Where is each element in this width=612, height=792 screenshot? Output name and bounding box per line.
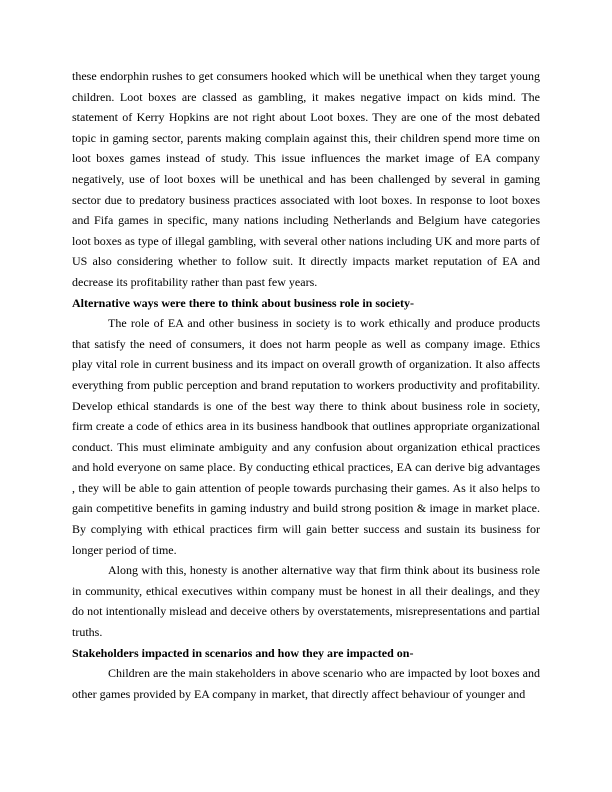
paragraph-honesty: Along with this, honesty is another alternative way that firm think about its business role in community, ethical executives within company must be honest in all their dealings, and they do not intentionally mislead and deceive others by overstatements, misrepresentations and partial truths. [72, 563, 540, 640]
paragraph-loot-boxes: these endorphin rushes to get consumers hooked which will be unethical when they target young children. Loot boxes are classed as gambling, it makes negative impact on kids mind. The statement of Kerry Hopkins are not right about Loot boxes. They are one of the most debated topic in gaming sector, parents making complain against this, their children spend more time on loot boxes games instead of study. This issue influences the market image of EA company negatively, use of loot boxes will be unethical and has been challenged by several in gaming sector due to predatory business practices associated with loot boxes. In response to loot boxes and Fifa games in specific, many nations including Netherlands and Belgium have categories loot boxes as type of illegal gambling, with several other nations including UK and more parts of US also considering whether to follow suit. It directly impacts market reputation of EA and decrease its profitability rather than past few years. [72, 69, 540, 289]
paragraph-children-stakeholders: Children are the main stakeholders in above scenario who are impacted by loot boxes and other games provided by EA company in market, that directly affect behaviour of younger and [72, 666, 540, 701]
document-page [72, 66, 540, 704]
heading-alternative-ways: Alternative ways were there to think about business role in society- [72, 295, 414, 310]
heading-stakeholders: Stakeholders impacted in scenarios and how they are impacted on- [72, 645, 414, 660]
paragraph-business-role: The role of EA and other business in society is to work ethically and produce products that satisfy the need of consumers, it does not harm people as well as company image. Ethics play vital role in current business and its impact on overall growth of organization. It also affects everything from public perception and brand reputation to workers productivity and profitability. Develop ethical standards is one of the best way there to think about business role in society, firm create a code of ethics area in its business handbook that outlines appropriate organizational conduct. This must eliminate ambiguity and any confusion about organization ethical practices and hold everyone on same place. By conducting ethical practices, EA can derive big advantages , they will be able to gain attention of people towards purchasing their games. As it also helps to gain competitive benefits in gaming industry and build strong position & image in market place. By complying with ethical practices firm will gain better success and sustain its business for longer period of time. [72, 316, 540, 557]
